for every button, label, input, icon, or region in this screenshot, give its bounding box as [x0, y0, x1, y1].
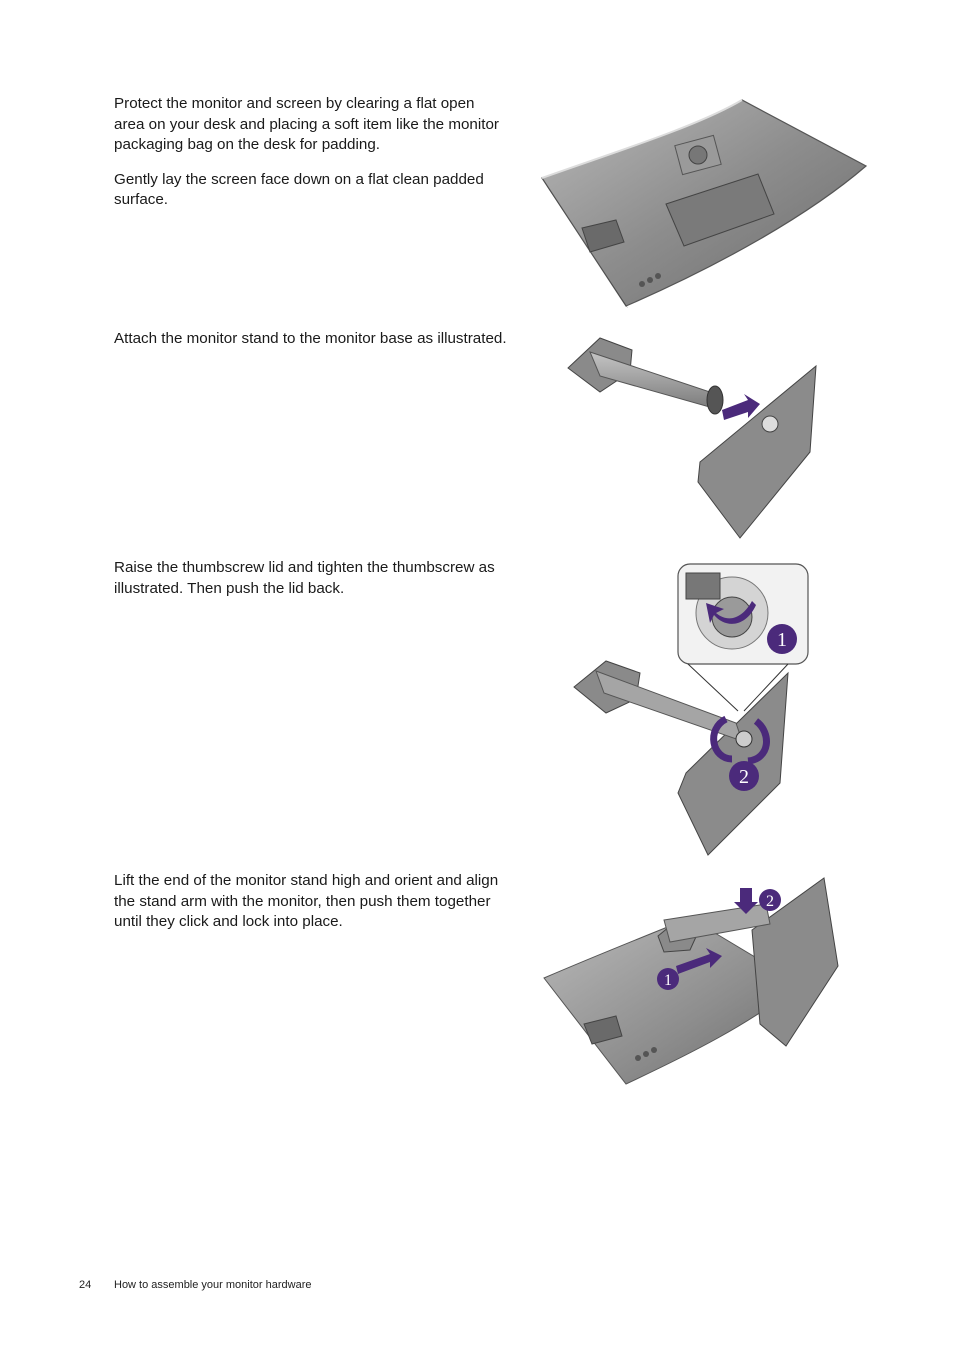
step-badge-1-label: 1 [664, 972, 672, 989]
step-1-paragraph-1: Protect the monitor and screen by clearing a flat open area on your desk and placing a soft item like the monitor packaging bag on the desk for padding. [114, 95, 499, 154]
step-4-text [114, 871, 509, 947]
step-1-text [114, 94, 509, 225]
step-3-paragraph-1: Raise the thumbscrew lid and tighten the thumbscrew as illustrated. Then push the lid back. [114, 559, 495, 597]
step-badge-2-label: 2 [739, 766, 749, 788]
step-1-paragraph-2: Gently lay the screen face down on a flat clean padded surface. [114, 170, 484, 209]
step-2-text [114, 329, 509, 364]
thumbscrew-illustration [566, 563, 812, 857]
step-3-text [114, 558, 509, 613]
page-number: 24 [79, 1279, 92, 1291]
page-footer [79, 1279, 311, 1291]
callout-badge-1-label: 1 [777, 629, 787, 651]
step-4-paragraph-1: Lift the end of the monitor stand high and orient and align the stand arm with the monitor, then push them together until they click and lock into place. [114, 872, 499, 931]
step-badge-2b-label: 2 [766, 893, 774, 910]
step-2-paragraph-1: Attach the monitor stand to the monitor base as illustrated. [114, 330, 507, 347]
footer-section-title: How to assemble your monitor hardware [114, 1279, 312, 1291]
attach-stand-to-base-illustration [560, 332, 822, 542]
monitor-face-down-illustration [538, 96, 870, 310]
align-and-lock-illustration [540, 874, 842, 1086]
